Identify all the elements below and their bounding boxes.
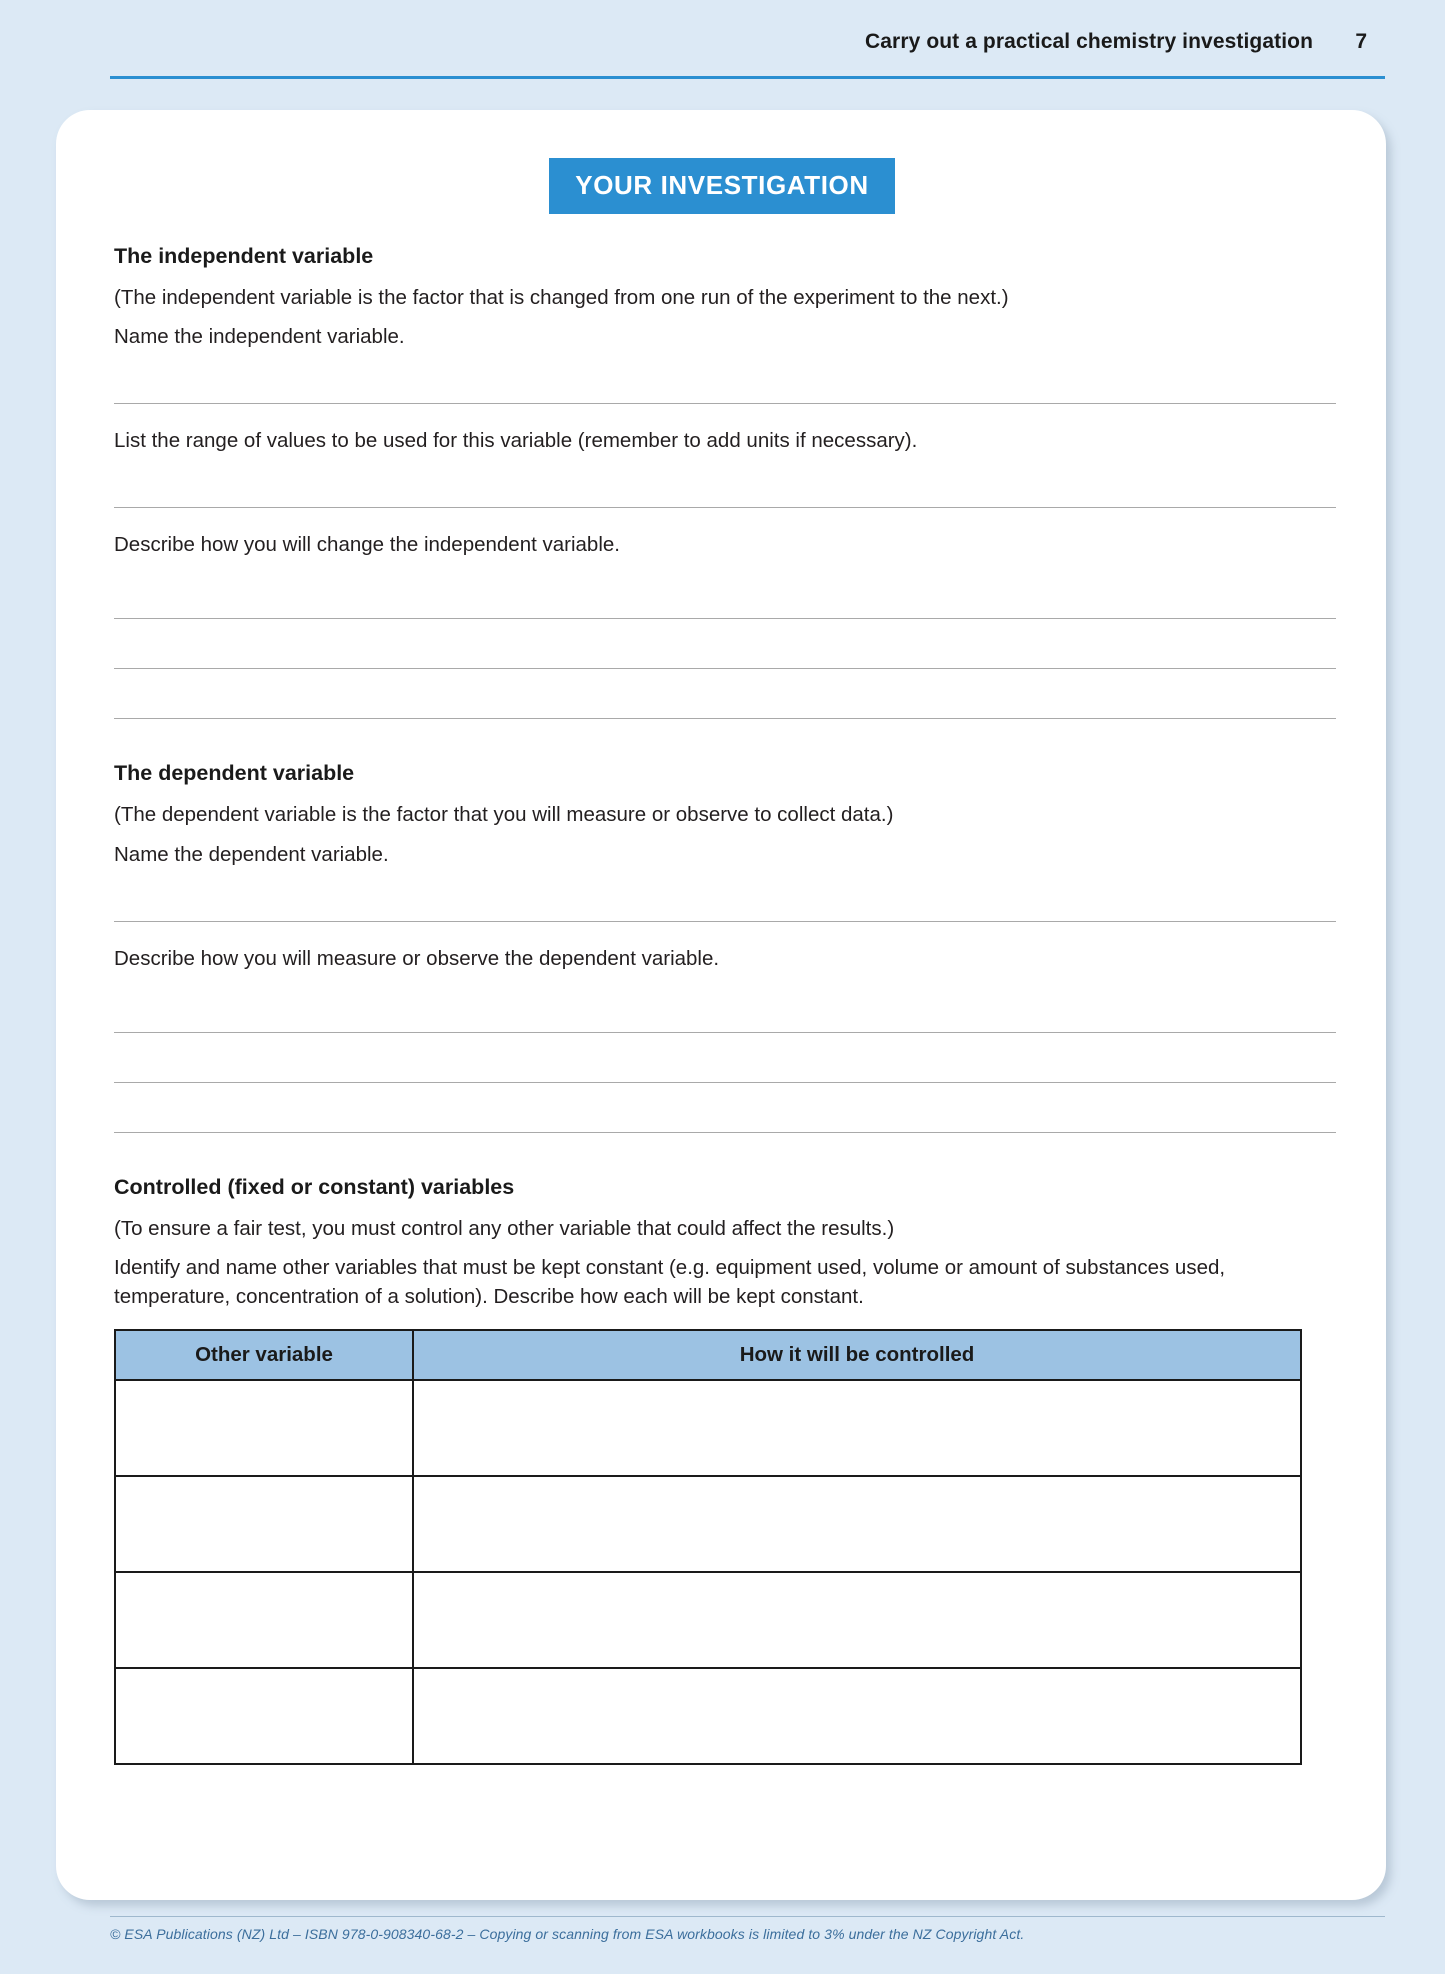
answer-space[interactable] — [111, 465, 1333, 507]
running-head — [110, 30, 1385, 82]
answer-space[interactable] — [111, 619, 1333, 668]
spacer — [111, 508, 1333, 530]
dependent-variable-measure-prompt: Describe how you will measure or observe the dependent variable. — [114, 946, 720, 970]
table-header-row — [115, 1330, 1301, 1380]
cell-how-controlled[interactable] — [413, 1668, 1301, 1764]
dependent-variable-name-prompt: Name the dependent variable. — [114, 842, 389, 866]
table-row — [115, 1668, 1301, 1764]
running-head-title: Carry out a practical chemistry investigation — [865, 30, 1313, 53]
controlled-variables-definition: (To ensure a fair test, you must control any other variable that could affect the results.) — [114, 1216, 895, 1240]
answer-space[interactable] — [111, 983, 1333, 1032]
table-row — [115, 1572, 1301, 1668]
independent-variable-change-prompt: Describe how you will change the independent variable. — [114, 533, 620, 557]
independent-variable-definition: (The independent variable is the factor that is changed from one run of the experiment to the next.) — [114, 286, 1009, 309]
answer-space[interactable] — [111, 1033, 1333, 1082]
independent-variable-range-prompt: List the range of values to be used for this variable (remember to add units if necessary). — [114, 429, 918, 453]
cell-how-controlled[interactable] — [413, 1572, 1301, 1668]
section-heading-independent-variable: The independent variable — [114, 244, 374, 268]
cell-other-variable[interactable] — [115, 1380, 413, 1476]
banner-wrapper — [111, 158, 1333, 214]
your-investigation-banner: YOUR INVESTIGATION — [549, 158, 894, 214]
answer-space[interactable] — [111, 361, 1333, 403]
cell-other-variable[interactable] — [115, 1572, 413, 1668]
column-header-other-variable: Other variable — [115, 1330, 413, 1380]
cell-how-controlled[interactable] — [413, 1476, 1301, 1572]
spacer — [111, 1133, 1333, 1175]
footer-copyright: © ESA Publications (NZ) Ltd – ISBN 978-0-908340-68-2 – Copying or scanning from ESA workbooks is limited to 3% under the NZ Copyright Act. — [110, 1926, 1025, 1942]
table-row — [115, 1380, 1301, 1476]
running-head-divider — [110, 76, 1385, 79]
footer-divider — [110, 1916, 1385, 1917]
page-content — [111, 140, 1333, 1765]
cell-other-variable[interactable] — [115, 1668, 413, 1764]
controlled-variables-instruction: Identify and name other variables that must be kept constant (e.g. equipment used, volume or amount of substances used, temperature, concentration of a solution). Describe how each will be kept constant. — [114, 1255, 1226, 1308]
answer-space[interactable] — [111, 569, 1333, 618]
section-heading-controlled-variables: Controlled (fixed or constant) variables — [114, 1174, 515, 1199]
independent-variable-name-prompt: Name the independent variable. — [114, 325, 405, 349]
column-header-how-controlled: How it will be controlled — [413, 1330, 1301, 1380]
section-heading-dependent-variable: The dependent variable — [114, 761, 355, 786]
spacer — [111, 719, 1333, 761]
answer-space[interactable] — [111, 1083, 1333, 1132]
cell-other-variable[interactable] — [115, 1476, 413, 1572]
page-card — [56, 110, 1386, 1900]
cell-how-controlled[interactable] — [413, 1380, 1301, 1476]
table-row — [115, 1476, 1301, 1572]
answer-space[interactable] — [111, 669, 1333, 718]
spacer — [111, 922, 1333, 944]
controlled-variables-table — [114, 1329, 1302, 1765]
spacer — [111, 404, 1333, 426]
dependent-variable-definition: (The dependent variable is the factor that you will measure or observe to collect data.) — [114, 803, 894, 827]
answer-space[interactable] — [111, 879, 1333, 921]
page-number: 7 — [1355, 30, 1367, 53]
